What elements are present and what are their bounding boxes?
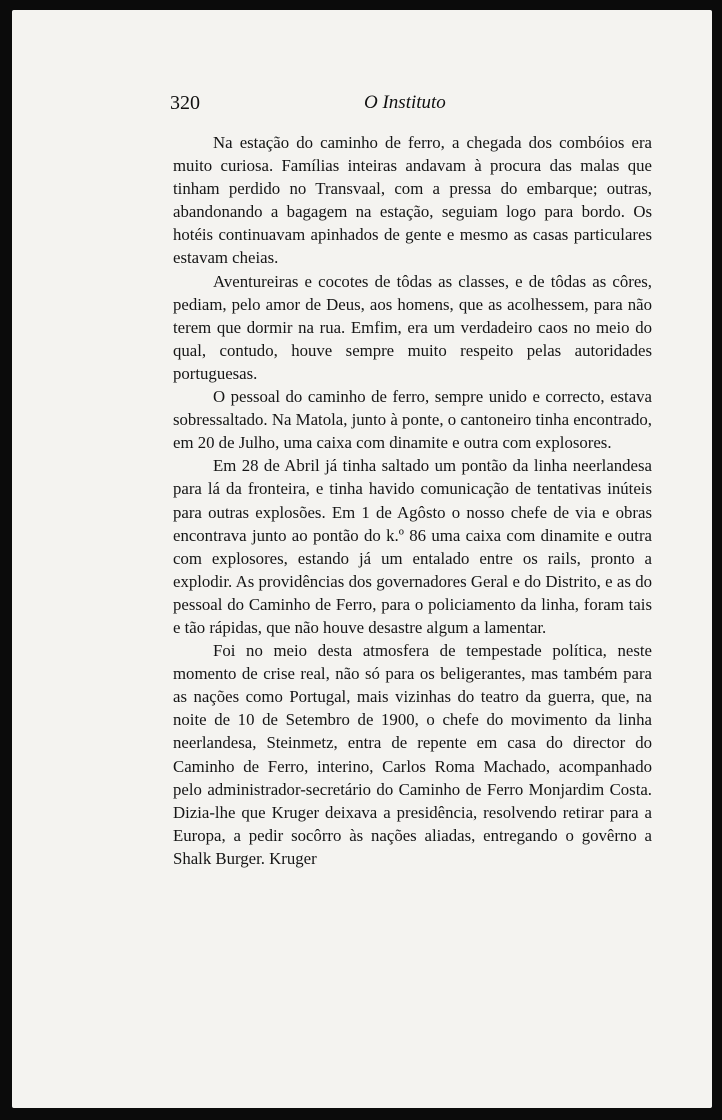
body-text (173, 131, 652, 870)
page-header (12, 92, 712, 116)
paragraph: Foi no meio desta atmosfera de tempestade política, neste momento de crise real, não só para os beligerantes, mas também para as nações como Portugal, mais vizinhas do teatro da guerra, que, na noite de 10 de Setembro de 1900, o chefe do movimento da linha neerlandesa, Steinmetz, entra de repente em casa do director do Caminho de Ferro, interino, Carlos Roma Machado, acompanhado pelo administrador-secretário do Caminho de Ferro Monjardim Costa. Dizia-lhe que Kruger deixava a presidência, resolvendo retirar para a Europa, a pedir socôrro às nações aliadas, entregando o govêrno a Shalk Burger. Kruger (173, 641, 652, 868)
running-title: O Instituto (364, 92, 446, 113)
paragraph: Na estação do caminho de ferro, a chegada dos combóios era muito curiosa. Famílias inteiras andavam à procura das malas que tinham perdido no Transvaal, com a pressa do embarque; outras, abandonando a bagagem na estação, seguiam logo para bordo. Os hotéis continuavam apinhados de gente e mesmo as casas particulares estavam cheias. (173, 133, 652, 268)
book-page (12, 10, 712, 1108)
paragraph: Aventureiras e cocotes de tôdas as classes, e de tôdas as côres, pediam, pelo amor de Deus, aos homens, que as acolhessem, para não terem que dormir na rua. Emfim, era um verdadeiro caos no meio do qual, contudo, houve sempre muito respeito pelas autoridades portuguesas. (173, 271, 652, 383)
paragraph: Em 28 de Abril já tinha saltado um pontão da linha neerlandesa para lá da fronteira, e tinha havido comunicação de tentativas inúteis para outras explosões. Em 1 de Agôsto o nosso chefe de via e obras encontrava junto ao pontão do k.º 86 uma caixa com dinamite e outra com explosores, estando já um entalado entre os rails, pronto a explodir. As providências dos governadores Geral e do Distrito, e as do pessoal do Caminho de Ferro, para o policiamento da linha, foram tais e tão rápidas, que não houve desastre algum a lamentar. (173, 456, 652, 637)
page-number: 320 (170, 92, 200, 114)
paragraph: O pessoal do caminho de ferro, sempre unido e correcto, estava sobressaltado. Na Matola, junto à ponte, o cantoneiro tinha encontrado, em 20 de Julho, uma caixa com dinamite e outra com explosores. (173, 387, 652, 453)
